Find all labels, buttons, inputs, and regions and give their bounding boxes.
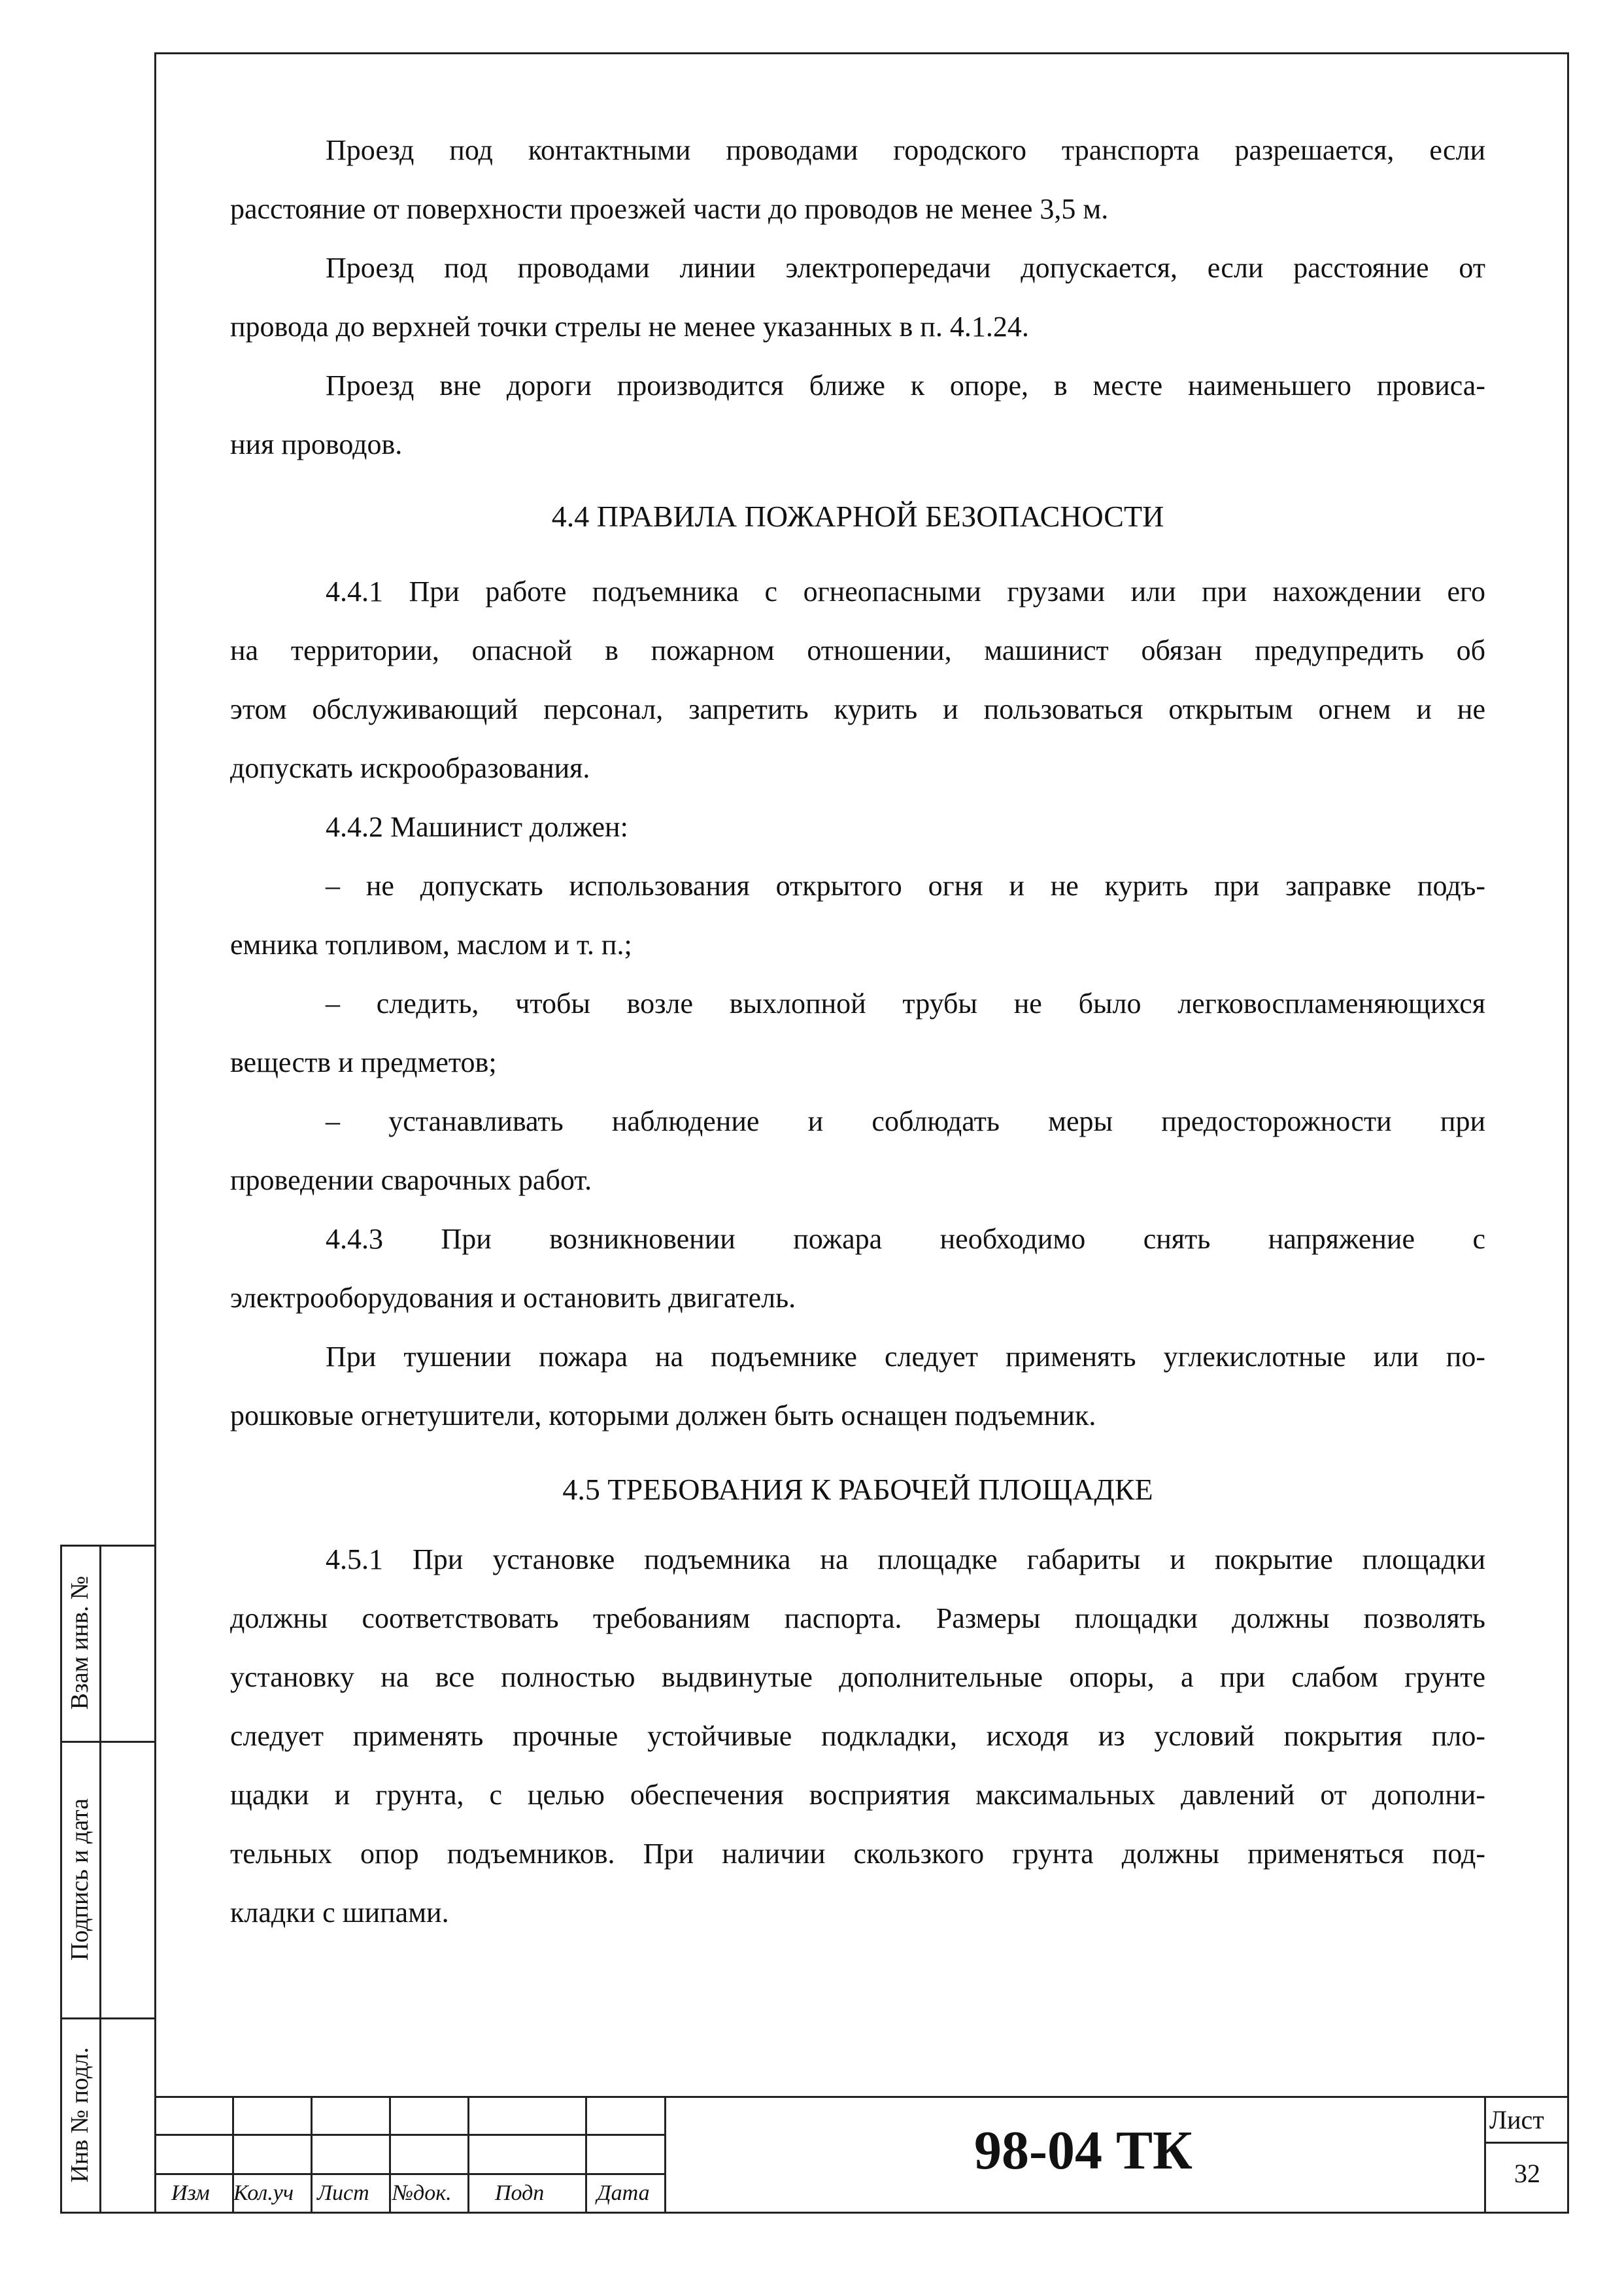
text-line: емника топливом, маслом и т. п.; [230,929,632,961]
text-line: 4.4.2 Машинист должен: [326,811,628,843]
text-line: – устанавливать наблюдение и соблюдать меры предосторожности при [326,1105,1485,1137]
inv-podl-label: Инв № подл. [66,2047,93,2183]
text-line: на территории, опасной в пожарном отношении, машинист обязан предупредить об [230,634,1485,666]
list-label: Лист [317,2181,369,2205]
text-line: – не допускать использования открытого огня и не курить при заправке подъ- [326,870,1485,902]
text-line: веществ и предметов; [230,1046,497,1078]
document-code: 98-04 ТК [974,2120,1193,2181]
data-label: Дата [597,2181,650,2205]
text-line: Проезд под проводами линии электропередачи допускается, если расстояние от [326,252,1485,284]
text-line: должны соответствовать требованиям паспорта. Размеры площадки должны позволять [230,1602,1485,1634]
bullet-item [230,857,1485,974]
bullet-item [230,974,1485,1092]
title-block-row-line [154,2134,664,2136]
paragraph-4-4-4 [230,1328,1485,1445]
text-line: рошковые огнетушители, которыми должен быть оснащен подъемник. [230,1399,1096,1432]
text-line: электрооборудования и остановить двигатель. [230,1282,796,1314]
podp-label: Подп [495,2181,545,2205]
title-block-col-line [311,2096,313,2214]
title-block-row-line [1484,2142,1569,2144]
text-line: 4.4.1 При работе подъемника с огнеопасными грузами или при нахождении его [326,575,1485,608]
paragraph-4-5-1 [230,1530,1485,1942]
paragraph-4-4-2 [230,798,1485,857]
text-line: этом обслуживающий персонал, запретить курить и пользоваться открытым огнем и не [230,693,1485,725]
paragraph-4-4-1 [230,562,1485,798]
text-line: ния проводов. [230,428,403,460]
paragraph-3 [230,356,1485,474]
paragraph-4-4-3 [230,1210,1485,1328]
title-block-col-line [1484,2096,1486,2214]
paragraph-2 [230,239,1485,356]
text-line: следует применять прочные устойчивые подкладки, исходя из условий покрытия пло- [230,1720,1485,1752]
sheet-label: Лист [1489,2105,1544,2135]
vzam-inv-label: Взам инв. № [66,1575,93,1710]
bullet-item [230,1092,1485,1210]
text-line: – следить, чтобы возле выхлопной трубы не было легковоспламеняющихся [326,987,1485,1020]
text-line: расстояние от поверхности проезжей части до проводов не менее 3,5 м. [230,193,1109,225]
title-block-row-line [154,2173,664,2175]
title-block-col-line [664,2096,666,2214]
text-line: 4.5.1 При установке подъемника на площадке габариты и покрытие площадки [326,1543,1485,1575]
text-line: допускать искрообразования. [230,752,590,784]
title-block-top-line [154,2096,1569,2098]
izm-label: Изм [171,2181,210,2205]
text-line: При тушении пожара на подъемнике следует применять углекислотные или по- [326,1341,1485,1373]
kol-uch-label: Кол.уч [233,2181,294,2205]
text-line: проведении сварочных работ. [230,1164,592,1196]
title-block-col-line [467,2096,469,2214]
sheet-number: 32 [1514,2159,1540,2188]
text-line: Проезд вне дороги производится ближе к опоре, в месте наименьшего провиса- [326,369,1485,402]
text-line: провода до верхней точки стрелы не менее указанных в п. 4.1.24. [230,311,1029,343]
n-dok-label: №док. [392,2181,452,2205]
podpis-data-label: Подпись и дата [66,1798,93,1961]
text-line: щадки и грунта, с целью обеспечения восприятия максимальных давлений от дополни- [230,1779,1485,1811]
text-line: Проезд под контактными проводами городского транспорта разрешается, если [326,134,1485,166]
section-heading-4-5: 4.5 ТРЕБОВАНИЯ К РАБОЧЕЙ ПЛОЩАДКЕ [562,1473,1153,1506]
text-line: кладки с шипами. [230,1896,449,1929]
text-line: тельных опор подъемников. При наличии скользкого грунта должны применяться под- [230,1838,1485,1870]
text-line: 4.4.3 При возникновении пожара необходимо снять напряжение с [326,1223,1485,1255]
paragraph-1 [230,121,1485,239]
side-stamp-divider [99,1545,101,2214]
text-line: установку на все полностью выдвинутые дополнительные опоры, а при слабом грунте [230,1661,1485,1693]
title-block-col-line [389,2096,391,2214]
title-block-col-line [585,2096,587,2214]
section-heading-4-4: 4.4 ПРАВИЛА ПОЖАРНОЙ БЕЗОПАСНОСТИ [551,500,1164,533]
